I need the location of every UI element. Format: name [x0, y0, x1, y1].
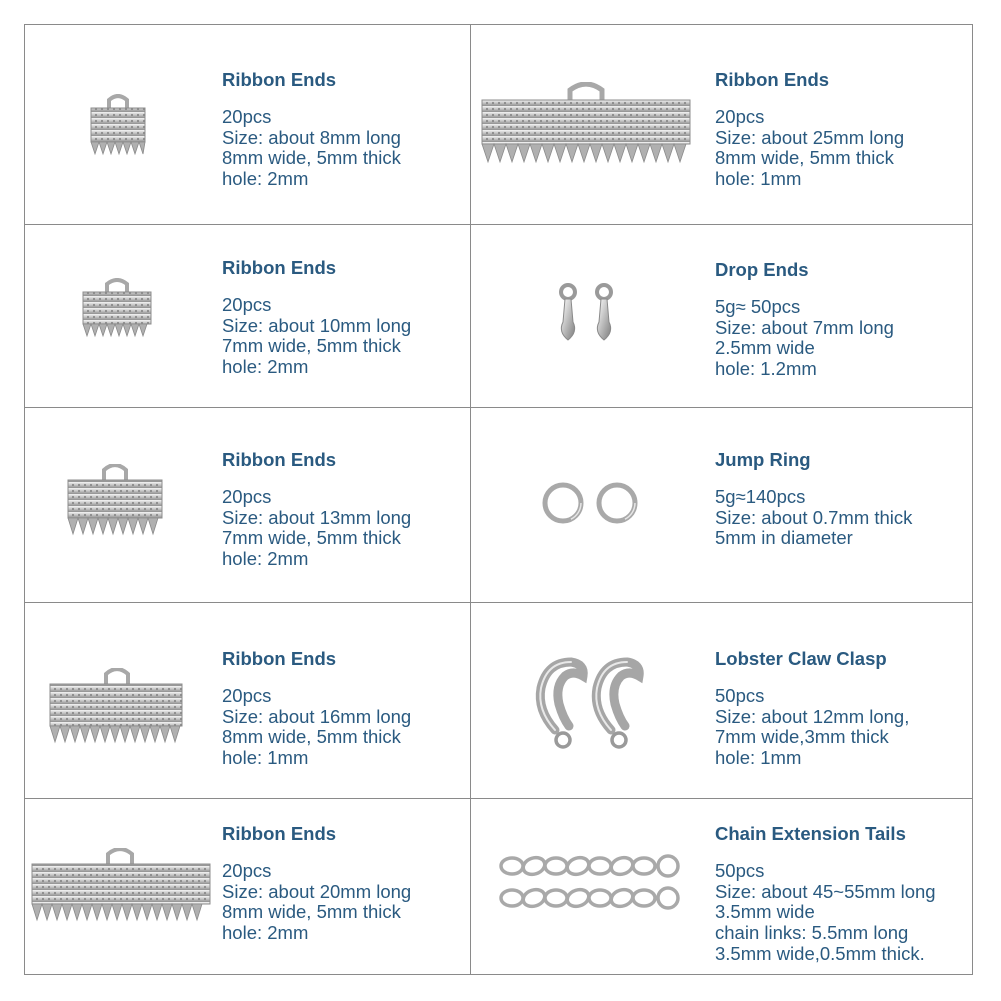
- ribbon-end-icon: [79, 278, 155, 342]
- grid-divider-row-1: [24, 224, 973, 225]
- grid-divider-row-4: [24, 798, 973, 799]
- product-detail-line: 20pcs: [222, 859, 272, 881]
- chain-extension-icon: [496, 848, 686, 920]
- product-detail-line: hole: 1.2mm: [715, 358, 817, 380]
- product-detail-line: hole: 2mm: [222, 922, 309, 944]
- drop-end-icon: [554, 282, 620, 348]
- ribbon-end-icon: [478, 82, 694, 168]
- product-title: Ribbon Ends: [222, 449, 337, 470]
- product-detail-line: Size: about 8mm long: [222, 126, 401, 148]
- product-detail-line: 50pcs: [715, 684, 765, 706]
- product-detail-line: Size: about 0.7mm thick: [715, 506, 913, 528]
- product-detail-line: Size: about 13mm long: [222, 506, 412, 528]
- grid-divider-row-2: [24, 407, 973, 408]
- product-title: Drop Ends: [715, 259, 809, 280]
- product-detail-line: hole: 1mm: [222, 747, 309, 769]
- product-title: Ribbon Ends: [222, 257, 337, 278]
- product-detail-line: 20pcs: [222, 684, 272, 706]
- product-detail-line: 50pcs: [715, 859, 765, 881]
- product-detail-line: 7mm wide,3mm thick: [715, 726, 889, 748]
- product-detail-line: 8mm wide, 5mm thick: [222, 901, 401, 923]
- product-detail-line: 20pcs: [222, 293, 272, 315]
- product-title: Ribbon Ends: [715, 69, 830, 90]
- product-title: Lobster Claw Clasp: [715, 648, 887, 669]
- product-detail-line: Size: about 12mm long,: [715, 705, 910, 727]
- product-detail-line: 5mm in diameter: [715, 527, 853, 549]
- product-detail-line: 3.5mm wide,0.5mm thick.: [715, 942, 925, 964]
- product-detail-line: Size: about 25mm long: [715, 126, 905, 148]
- product-title: Ribbon Ends: [222, 69, 337, 90]
- grid-divider-row-3: [24, 602, 973, 603]
- product-detail-line: 3.5mm wide: [715, 901, 815, 923]
- product-detail-line: 5g≈ 50pcs: [715, 295, 801, 317]
- lobster-clasp-icon: [527, 654, 645, 752]
- product-detail-line: hole: 2mm: [222, 548, 309, 570]
- product-detail-line: Size: about 16mm long: [222, 705, 412, 727]
- jump-ring-icon: [538, 478, 642, 528]
- product-detail-line: 7mm wide, 5mm thick: [222, 527, 401, 549]
- product-detail-line: 20pcs: [222, 105, 272, 127]
- product-detail-line: 20pcs: [222, 485, 272, 507]
- product-detail-line: 5g≈140pcs: [715, 485, 806, 507]
- product-detail-line: Size: about 10mm long: [222, 314, 412, 336]
- product-detail-line: Size: about 7mm long: [715, 316, 894, 338]
- product-title: Ribbon Ends: [222, 648, 337, 669]
- product-title: Chain Extension Tails: [715, 823, 906, 844]
- ribbon-end-icon: [87, 94, 149, 158]
- ribbon-end-icon: [46, 668, 186, 748]
- product-detail-line: 7mm wide, 5mm thick: [222, 335, 401, 357]
- product-detail-line: hole: 2mm: [222, 356, 309, 378]
- product-detail-line: hole: 2mm: [222, 168, 309, 190]
- product-detail-line: Size: about 20mm long: [222, 880, 412, 902]
- product-detail-line: Size: about 45~55mm long: [715, 880, 936, 902]
- product-detail-line: hole: 1mm: [715, 747, 802, 769]
- product-detail-line: chain links: 5.5mm long: [715, 922, 909, 944]
- product-detail-line: 8mm wide, 5mm thick: [222, 147, 401, 169]
- ribbon-end-icon: [28, 848, 214, 928]
- product-title: Ribbon Ends: [222, 823, 337, 844]
- product-detail-line: 2.5mm wide: [715, 337, 815, 359]
- grid-divider-vertical: [470, 24, 471, 975]
- product-detail-line: 8mm wide, 5mm thick: [715, 147, 894, 169]
- product-detail-line: 8mm wide, 5mm thick: [222, 726, 401, 748]
- product-detail-line: 20pcs: [715, 105, 765, 127]
- ribbon-end-icon: [64, 464, 166, 540]
- product-detail-line: hole: 1mm: [715, 168, 802, 190]
- product-title: Jump Ring: [715, 449, 811, 470]
